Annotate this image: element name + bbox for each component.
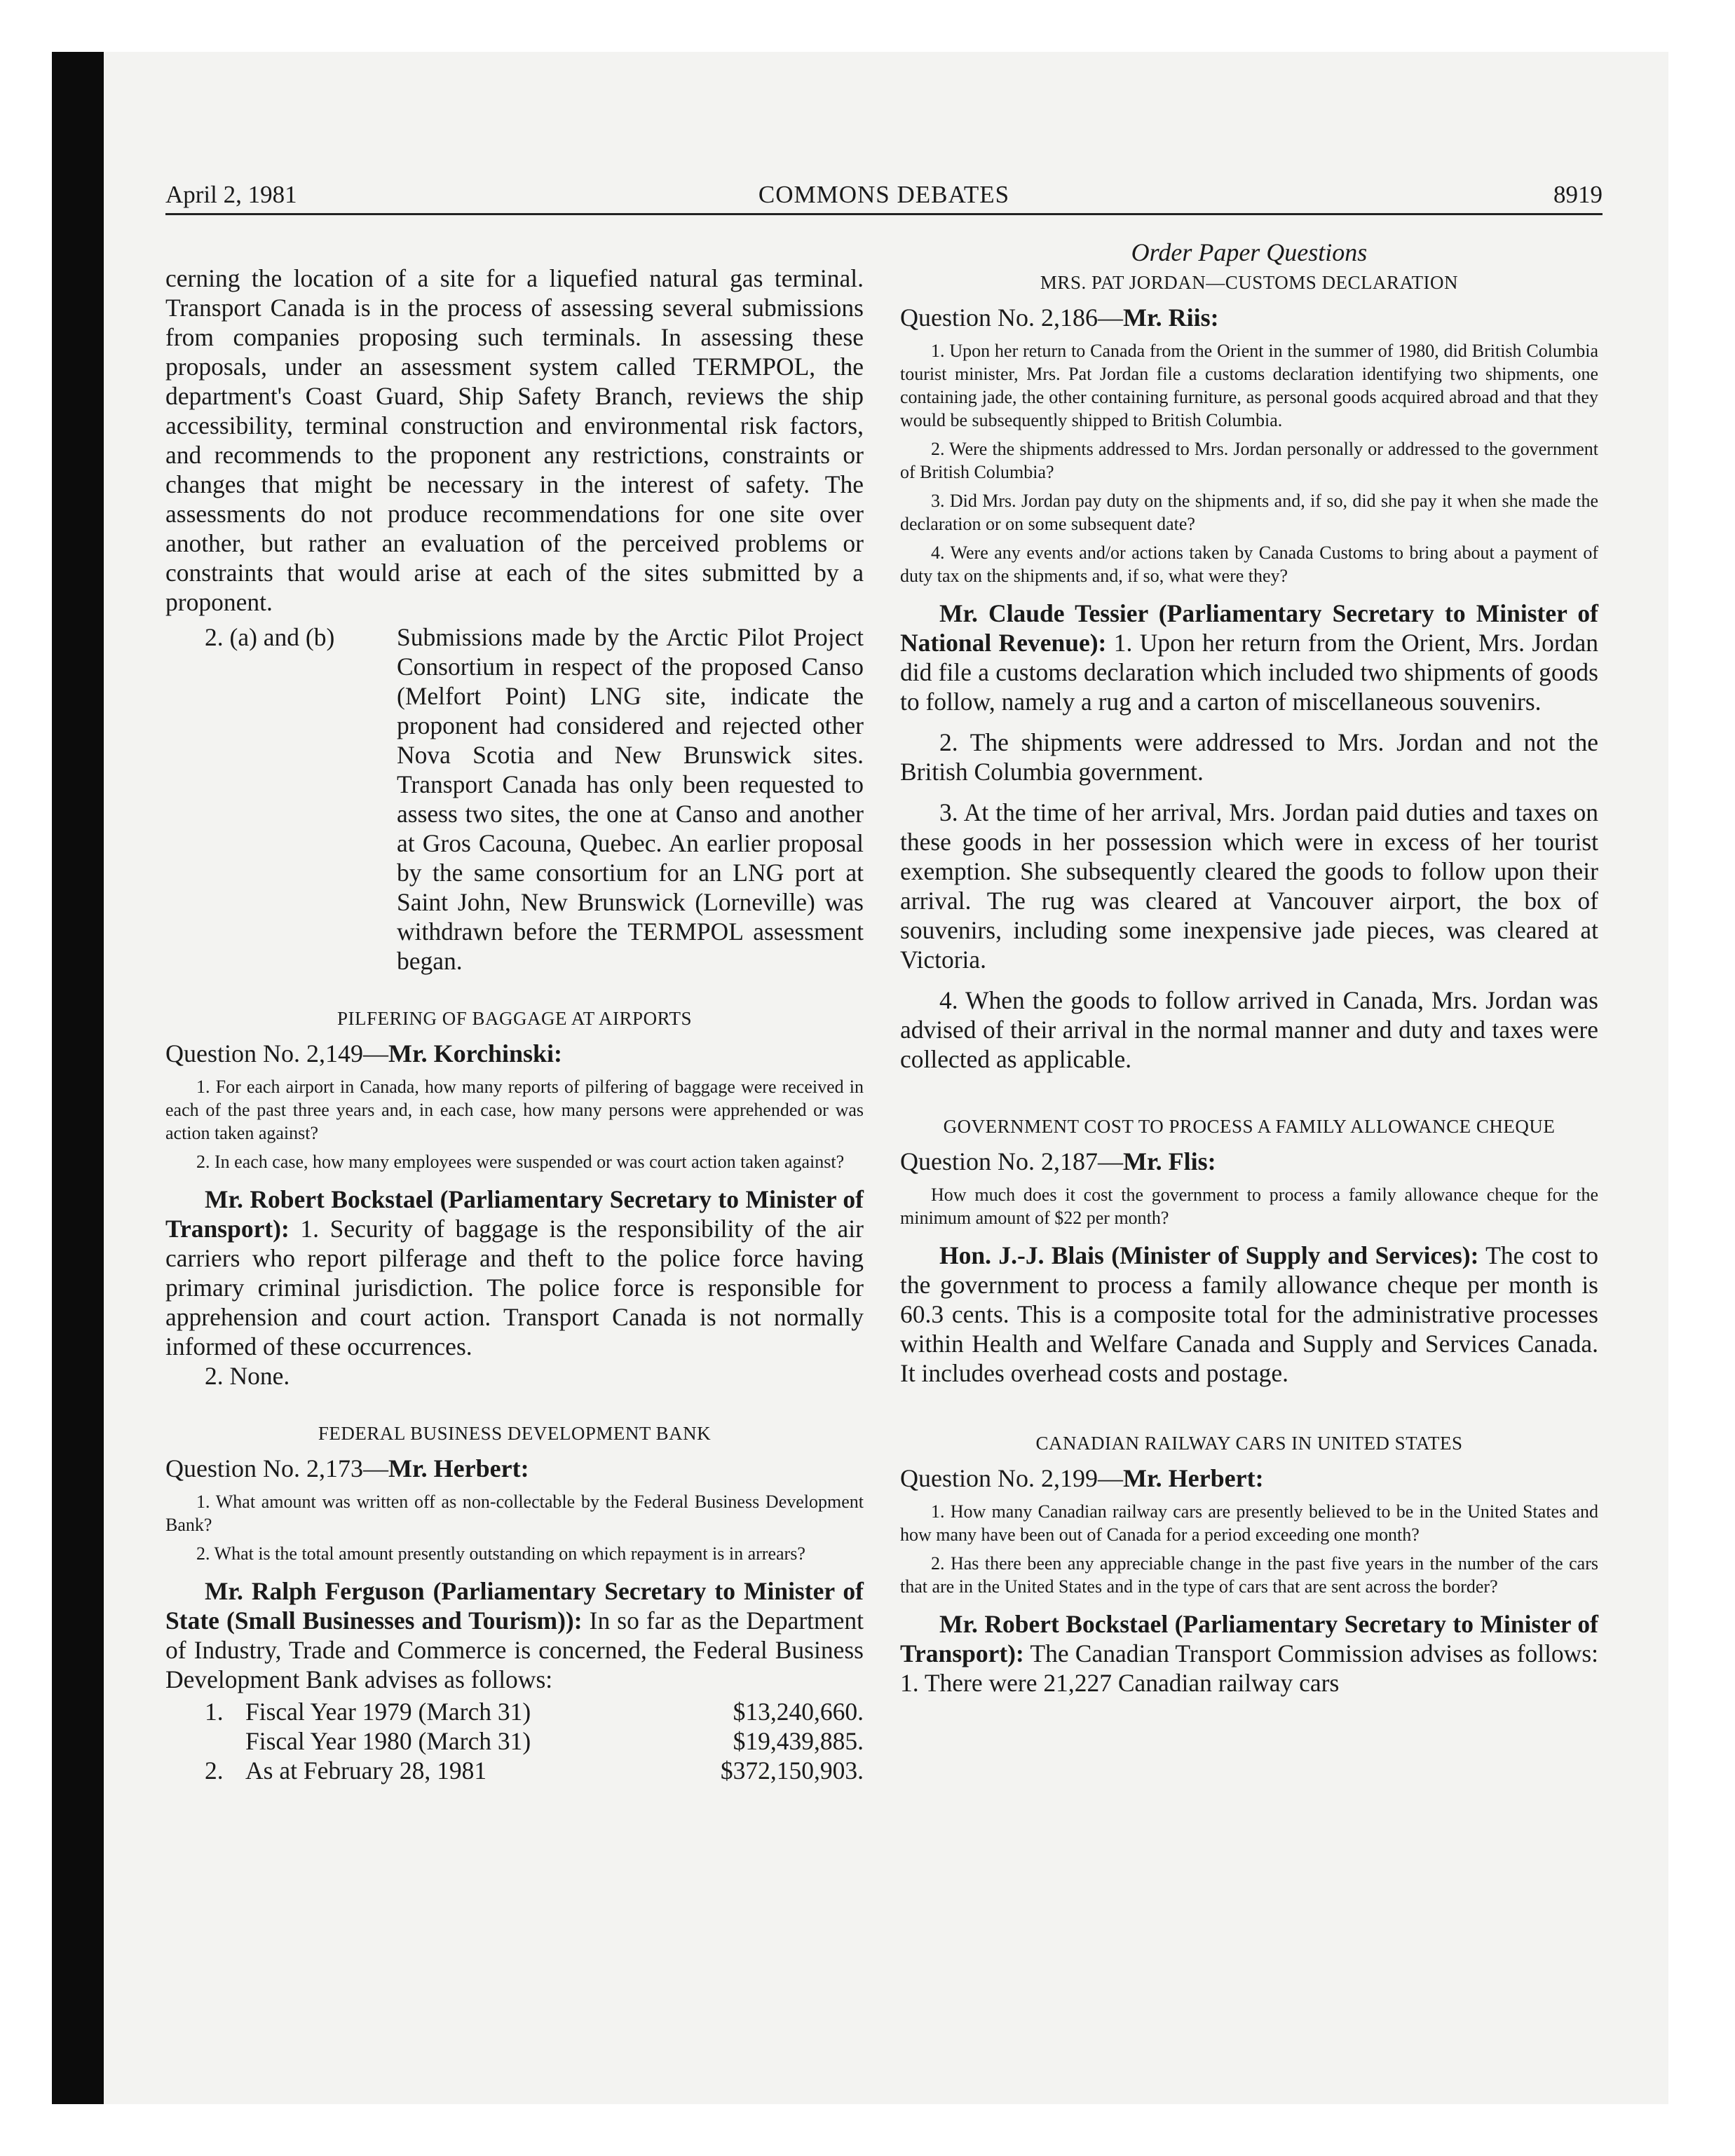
question-item: 2. In each case, how many employees were suspended or was court action taken against? [196, 1152, 845, 1172]
answer-speaker: Mr. Robert Bockstael (Parliamentary Secretary to Minister of Transport): [165, 1185, 864, 1243]
question-asker: Mr. Flis: [1123, 1147, 1216, 1175]
answer-paragraph [165, 1185, 864, 1361]
item-2-answer [165, 622, 864, 976]
binding-edge [52, 52, 104, 2104]
answer-text: The cost to the government to process a family allowance cheque per month is 60.3 cents. This is a composite total for the administrative processes within Health and Welfare Canada and Supply and Services Canada. It includes overhead costs and postage. [900, 1241, 1598, 1387]
row-amount: $13,240,660. [733, 1698, 864, 1726]
left-column [165, 264, 864, 1785]
section-allowance [900, 1114, 1598, 1388]
answer-speaker: Mr. Robert Bockstael (Parliamentary Secretary to Minister of Transport): [900, 1610, 1598, 1667]
answer-item: 2. None. [205, 1362, 290, 1390]
answer-text: The Canadian Transport Commission advises as follows: 1. There were 21,227 Canadian railway cars [900, 1639, 1598, 1697]
question-asker: Mr. Herbert: [1123, 1464, 1264, 1492]
row-description: Fiscal Year 1980 (March 31) [245, 1727, 531, 1755]
row-number: 2. [205, 1756, 224, 1785]
header-page-number: 8919 [1553, 181, 1603, 208]
answer-speaker: Mr. Claude Tessier (Parliamentary Secretary to Minister of National Revenue): [900, 599, 1598, 657]
question-item: 1. What amount was written off as non-collectable by the Federal Business Development Bank? [165, 1492, 864, 1535]
section-heading: MRS. PAT JORDAN—CUSTOMS DECLARATION [1040, 272, 1459, 293]
question-asker: Mr. Korchinski: [388, 1039, 563, 1067]
table-row [165, 1697, 864, 1726]
section-railway [900, 1431, 1598, 1698]
question-label: Question No. 2,186— [900, 303, 1123, 332]
item-2-lead: 2. (a) and (b) [205, 623, 335, 651]
row-number: 1. [205, 1698, 224, 1726]
question-item: 1. How many Canadian railway cars are presently believed to be in the United States and how many have been out of Canada for a period exceeding one month? [900, 1501, 1598, 1545]
section-heading: PILFERING OF BAGGAGE AT AIRPORTS [337, 1008, 692, 1029]
question-line [900, 301, 1598, 334]
question-item: How much does it cost the government to process a family allowance cheque for the minimum amount of $22 per month? [900, 1185, 1598, 1228]
answer-text: 1. Security of baggage is the responsibility of the air carriers who report pilferage and theft to the police force having primary criminal jurisdiction. The police force is responsible for apprehension and court action. Transport Canada is not normally informed of these occurrences. [165, 1215, 864, 1360]
answer-item: 3. At the time of her arrival, Mrs. Jordan paid duties and taxes on these goods in her possession which were in excess of her tourist exemption. She subsequently cleared the goods to follow upon their arrival. The rug was cleared at Vancouver airport, the box of souvenirs, including some inexpensive jade pieces, was cleared at Victoria. [900, 798, 1598, 974]
question-label: Question No. 2,187— [900, 1147, 1123, 1175]
row-description: As at February 28, 1981 [245, 1756, 487, 1785]
answer-item: 4. When the goods to follow arrived in Canada, Mrs. Jordan was advised of their arrival in the normal manner and duty and taxes were collected as applicable. [900, 986, 1598, 1073]
answer-paragraph [900, 599, 1598, 716]
question-item: 2. Has there been any appreciable change in the past five years in the number of the cars that are in the United States and in the type of cars that are sent across the border? [900, 1553, 1598, 1597]
header-title: COMMONS DEBATES [758, 181, 1010, 208]
section-customs [900, 271, 1598, 1074]
table-row [165, 1726, 864, 1756]
question-line [900, 1145, 1598, 1178]
item-2-text: Submissions made by the Arctic Pilot Project Consortium in respect of the proposed Canso (Melfort Point) LNG site, indicate the proponent had considered and rejected other Nova Scotia and New Brunswick sites. Transport Canada has only been requested to assess two sites, the one at Canso and another at Gros Cacouna, Quebec. An earlier proposal by the same consortium for an LNG port at Saint John, New Brunswick (Lorneville) was withdrawn before the TERMPOL assessment began. [397, 623, 864, 975]
question-item: 3. Did Mrs. Jordan pay duty on the shipments and, if so, did she pay it when she made the declaration or on some subsequent date? [900, 491, 1598, 534]
row-number [165, 1726, 245, 1756]
question-line [165, 1452, 864, 1485]
right-column [900, 238, 1598, 1698]
question-line [900, 1462, 1598, 1494]
question-item: 1. Upon her return to Canada from the Orient in the summer of 1980, did British Columbia tourist minister, Mrs. Pat Jordan file a customs declaration identifying two shipments, one containing jade, the other containing furniture, as personal goods acquired abroad and that they would be subsequently shipped to British Columbia. [900, 341, 1598, 430]
answer-speaker: Mr. Ralph Ferguson (Parliamentary Secretary to Minister of State (Small Businesses and Tourism)): [165, 1577, 864, 1635]
question-item: 2. Were the shipments addressed to Mrs. Jordan personally or addressed to the government of British Columbia? [900, 439, 1598, 482]
answer-paragraph [900, 1609, 1598, 1698]
answer-item: 2. The shipments were addressed to Mrs. Jordan and not the British Columbia government. [900, 728, 1598, 786]
question-label: Question No. 2,199— [900, 1464, 1123, 1492]
page-header [165, 177, 1603, 215]
question-item: 1. For each airport in Canada, how many reports of pilfering of baggage were received in each of the past three years and, in each case, how many persons were apprehended or was action taken against? [165, 1077, 864, 1143]
answer-paragraph [900, 1241, 1598, 1388]
row-amount: $372,150,903. [720, 1756, 864, 1785]
question-line [165, 1037, 864, 1070]
question-label: Question No. 2,173— [165, 1454, 388, 1482]
intro-paragraph: cerning the location of a site for a liquefied natural gas terminal. Transport Canada is in the process of assessing several submissions from companies proposing such terminals. In assessing these proposals, under an assessment system called TERMPOL, the department's Coast Guard, Ship Safety Branch, reviews the ship accessibility, terminal construction and environmental risk factors, and recommends to the proponent any restrictions, constraints or changes that might be necessary in the interest of safety. The assessments do not produce recommendations for one site over another, but rather an evaluation of the perceived problems or constraints that would arise at each of the sites submitted by a proponent. [165, 264, 864, 616]
section-fbdb [165, 1421, 864, 1785]
question-item: 2. What is the total amount presently outstanding on which repayment is in arrears? [196, 1543, 805, 1564]
answer-text: In so far as the Department of Industry, Trade and Commerce is concerned, the Federal Business Development Bank advises as follows: [165, 1606, 864, 1693]
section-heading: GOVERNMENT COST TO PROCESS A FAMILY ALLOWANCE CHEQUE [943, 1116, 1556, 1137]
row-amount: $19,439,885. [733, 1727, 864, 1755]
answer-paragraph [165, 1576, 864, 1694]
question-asker: Mr. Herbert: [388, 1454, 529, 1482]
header-date: April 2, 1981 [165, 181, 297, 208]
writeoff-table [165, 1697, 864, 1785]
section-heading: CANADIAN RAILWAY CARS IN UNITED STATES [1035, 1433, 1463, 1454]
question-asker: Mr. Riis: [1123, 303, 1219, 332]
section-heading: FEDERAL BUSINESS DEVELOPMENT BANK [318, 1423, 712, 1444]
answer-speaker: Hon. J.-J. Blais (Minister of Supply and Services): [939, 1241, 1479, 1269]
section-title: Order Paper Questions [1131, 238, 1368, 266]
row-description: Fiscal Year 1979 (March 31) [245, 1698, 531, 1726]
question-label: Question No. 2,149— [165, 1039, 388, 1067]
question-item: 4. Were any events and/or actions taken by Canada Customs to bring about a payment of duty tax on the shipments and, if so, what were they? [900, 543, 1598, 586]
section-pilfering [165, 1007, 864, 1391]
answer-text: 1. Upon her return from the Orient, Mrs. Jordan did file a customs declaration which included two shipments of goods to follow, namely a rug and a carton of miscellaneous souvenirs. [900, 629, 1598, 716]
table-row [165, 1756, 864, 1785]
